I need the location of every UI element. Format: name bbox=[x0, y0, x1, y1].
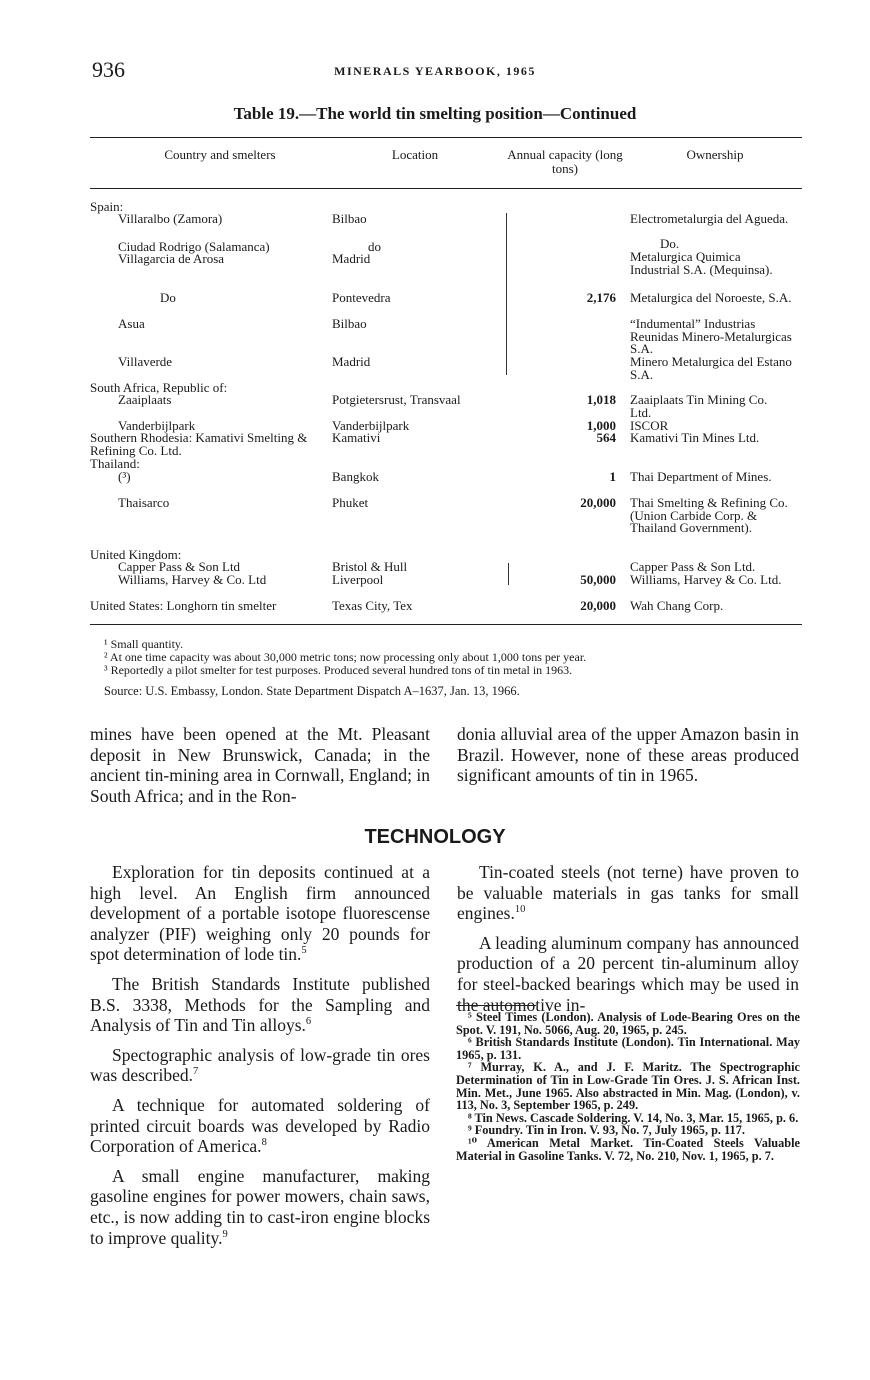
table-row-country: Thaisarco bbox=[118, 495, 170, 510]
table-row-location: Texas City, Tex bbox=[332, 598, 413, 613]
footnotes bbox=[456, 1011, 800, 1162]
footnote: ⁶ British Standards Institute (London). Tin International. May 1965, p. 131. bbox=[456, 1035, 800, 1062]
footnote: ⁹ Foundry. Tin in Iron. V. 93, No. 7, July 1965, p. 117. bbox=[468, 1123, 745, 1138]
table-row-location: Bilbao bbox=[332, 211, 367, 226]
table-row-ownership: Minero Metalurgica del Estano S.A. bbox=[630, 354, 792, 382]
column-header-country: Country and smelters bbox=[164, 147, 276, 162]
table-row-country: Asua bbox=[118, 316, 145, 331]
column-header-ownership: Ownership bbox=[686, 147, 744, 162]
table-row-country: Spain: bbox=[90, 199, 124, 214]
technology-right-column bbox=[457, 862, 799, 1024]
table-row-country: United States: Longhorn tin smelter bbox=[90, 598, 277, 613]
table-row-capacity: 50,000 bbox=[580, 572, 616, 587]
table-header-rule bbox=[90, 188, 802, 189]
table-row-ownership: Williams, Harvey & Co. Ltd. bbox=[630, 572, 782, 587]
table-row-country: Williams, Harvey & Co. Ltd bbox=[118, 572, 267, 587]
footnote-rule bbox=[456, 1005, 536, 1006]
table-row-country: Do bbox=[160, 290, 176, 305]
table-title: Table 19.—The world tin smelting position—Continued bbox=[233, 104, 637, 123]
table-row-location: Liverpool bbox=[332, 572, 384, 587]
table-row-ownership: Metalurgica del Noroeste, S.A. bbox=[630, 290, 792, 305]
column-header-capacity: Annual capacity (long tons) bbox=[507, 147, 623, 176]
table-row-location: Vanderbijlpark bbox=[332, 418, 410, 433]
table-row-ownership: Thai Smelting & Refining Co. (Union Carbide Corp. & Thailand Government). bbox=[630, 495, 788, 535]
paragraph: Spectographic analysis of low-grade tin ores was described.$^7$ bbox=[90, 1044, 430, 1086]
table-row-capacity: 20,000 bbox=[580, 495, 616, 510]
table-row-ownership: Do. bbox=[660, 236, 680, 251]
intro-right-column bbox=[457, 724, 799, 795]
table-row-ownership: Electrometalurgia del Agueda. bbox=[630, 211, 789, 226]
intro-right-text: donia alluvial area of the upper Amazon basin in Brazil. However, none of these areas produced significant amounts of tin in 1965. bbox=[457, 724, 799, 786]
running-head: MINERALS YEARBOOK, 1965 bbox=[334, 64, 536, 78]
intro-left-column bbox=[90, 724, 430, 815]
table-row-capacity: 1,000 bbox=[586, 418, 616, 433]
table-row-location: do bbox=[368, 239, 381, 254]
paragraph: Exploration for tin deposits continued at a high level. An English firm announced development of a portable isotope fluorescense analyzer (PIF) weighing only 20 pounds for spot determination of lode tin.$^5$ bbox=[90, 862, 430, 965]
table-row-capacity: 564 bbox=[596, 430, 616, 445]
table-row-capacity: 2,176 bbox=[586, 290, 616, 305]
table-row-capacity: 1 bbox=[609, 469, 616, 484]
footnote: ⁷ Murray, K. A., and J. F. Maritz. The Spectrographic Determination of Tin in Low-Grade Tin Ores. J. S. African Inst. Min. Met., June 1965. Also abstracted in Min. Mag. (London), v. 113, No. 3, September 1965, p. 249. bbox=[456, 1060, 800, 1113]
table-row-ownership: Wah Chang Corp. bbox=[630, 598, 724, 613]
spain-brace bbox=[506, 213, 507, 375]
table-row-location: Pontevedra bbox=[332, 290, 391, 305]
footnote: ⁸ Tin News. Cascade Soldering. V. 14, No. 3, Mar. 15, 1965, p. 6. bbox=[468, 1110, 799, 1125]
table-footnote: ¹ Small quantity. bbox=[104, 637, 184, 651]
column-header-location: Location bbox=[391, 147, 439, 162]
table-row-country: (³) bbox=[118, 469, 131, 484]
table-row-location: Kamativi bbox=[332, 430, 381, 445]
table-row-country: Zaaiplaats bbox=[118, 392, 172, 407]
table-row-country: Capper Pass & Son Ltd bbox=[118, 559, 241, 574]
table-row-location: Madrid bbox=[332, 251, 371, 266]
table-source: Source: U.S. Embassy, London. State Department Dispatch A–1637, Jan. 13, 1966. bbox=[104, 684, 520, 698]
footnote: ⁵ Steel Times (London). Analysis of Lode-Bearing Ores on the Spot. V. 191, No. 5066, Aug. 20, 1965, p. 245. bbox=[456, 1010, 800, 1037]
table-row-capacity: 20,000 bbox=[580, 598, 616, 613]
table-row-ownership: ISCOR bbox=[630, 418, 669, 433]
table-row-ownership: Capper Pass & Son Ltd. bbox=[630, 559, 756, 574]
table-row-ownership: Kamativi Tin Mines Ltd. bbox=[630, 430, 760, 445]
table-row-country: South Africa, Republic of: bbox=[90, 380, 228, 395]
table-footnote: ³ Reportedly a pilot smelter for test purposes. Produced several hundred tons of tin metal in 1963. bbox=[104, 663, 573, 677]
paragraph: A small engine manufacturer, making gasoline engines for power mowers, chain saws, etc., is now adding tin to cast-iron engine blocks to improve quality.$^9$ bbox=[90, 1165, 430, 1248]
table-row-location: Potgietersrust, Transvaal bbox=[332, 392, 461, 407]
footnote: ¹⁰ American Metal Market. Tin-Coated Steels Valuable Material in Gasoline Tanks. V. 72, No. 210, Nov. 1, 1965, p. 7. bbox=[456, 1135, 800, 1163]
table-row-country: Thailand: bbox=[90, 456, 140, 471]
table-row-location: Bangkok bbox=[332, 469, 379, 484]
table-row-location: Phuket bbox=[332, 495, 369, 510]
technology-left-column bbox=[90, 862, 430, 1257]
table-row-ownership: “Indumental” Industrias Reunidas Minero-Metalurgicas S.A. bbox=[630, 316, 792, 356]
table-top-rule bbox=[90, 137, 802, 138]
table-row-country: Southern Rhodesia: Kamativi Smelting & Refining Co. Ltd. bbox=[90, 430, 308, 458]
table-row-country: Villagarcia de Arosa bbox=[118, 251, 225, 266]
table-row-capacity: 1,018 bbox=[586, 392, 616, 407]
table-row-ownership: Thai Department of Mines. bbox=[630, 469, 772, 484]
table-row-country: Ciudad Rodrigo (Salamanca) bbox=[118, 239, 270, 254]
table-row-location: Bilbao bbox=[332, 316, 367, 331]
paragraph: A technique for automated soldering of printed circuit boards was developed by Radio Corporation of America.$^8$ bbox=[90, 1094, 430, 1157]
paragraph: The British Standards Institute published B.S. 3338, Methods for the Sampling and Analysis of Tin and Tin alloys.$^6$ bbox=[90, 973, 430, 1036]
uk-brace bbox=[508, 563, 509, 585]
table-row-location: Bristol & Hull bbox=[332, 559, 408, 574]
section-heading: TECHNOLOGY bbox=[364, 826, 506, 848]
table-row-country: United Kingdom: bbox=[90, 547, 182, 562]
table-footnote: ² At one time capacity was about 30,000 metric tons; now processing only about 1,000 tons per year. bbox=[104, 650, 587, 664]
table-row-ownership: Metalurgica Quimica Industrial S.A. (Mequinsa). bbox=[630, 249, 773, 277]
page-number: 936 bbox=[92, 57, 125, 82]
table-row-location: Madrid bbox=[332, 354, 371, 369]
paragraph: Tin-coated steels (not terne) have proven to be valuable materials in gas tanks for small engines.$^{10}$ bbox=[457, 862, 799, 924]
table-row-country: Villaralbo (Zamora) bbox=[118, 211, 223, 226]
intro-left-text: mines have been opened at the Mt. Pleasant deposit in New Brunswick, Canada; in the ancient tin-mining area in Cornwall, England; in South Africa; and in the Ron- bbox=[90, 724, 430, 806]
table-bottom-rule bbox=[90, 624, 802, 625]
table-row-country: Vanderbijlpark bbox=[118, 418, 196, 433]
table-row-ownership: Zaaiplaats Tin Mining Co. Ltd. bbox=[630, 392, 768, 420]
paragraph: A leading aluminum company has announced production of a 20 percent tin-aluminum alloy for steel-backed bearings which may be used in the automotive in- bbox=[457, 932, 799, 1015]
table-row-country: Villaverde bbox=[118, 354, 173, 369]
